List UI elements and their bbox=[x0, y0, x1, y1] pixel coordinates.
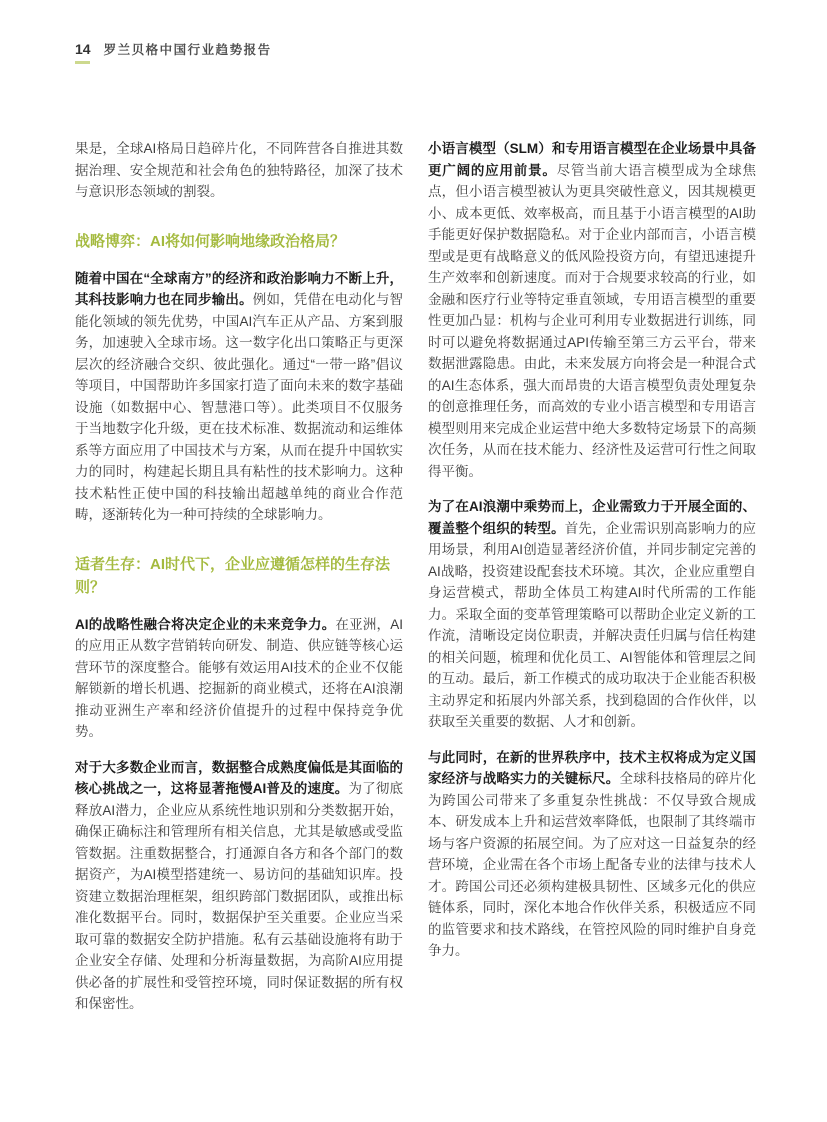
paragraph-lead: 与此同时，在新的世界秩序中，技术主权将成为定义国家经济与战略实力的关键标尺。 bbox=[428, 749, 756, 786]
paragraph-text: 首先，企业需识别高影响力的应用场景，利用AI创造显著经济价值，并同步制定完善的AI战略，投资建设配套技术环境。其次，企业应重塑自身运营模式，帮助全体员工构建AI时代所需的工作能力。采取全面的变革管理策略可以帮助企业定义新的工作流，清晰设定岗位职责，并解决责任归属与信任构建的相关问题，梳理和优化员工、AI智能体和管理层之间的互动。最后，新工作模式的成功取决于企业能否积极主动界定和拓展内外部关系，找到稳固的合作伙伴，以获取至关重要的数据、人才和创新。 bbox=[428, 520, 757, 729]
paragraph-lead: AI的战略性融合将决定企业的未来竞争力。 bbox=[75, 616, 336, 632]
paragraph-text: 例如，凭借在电动化与智能化领域的领先优势，中国AI汽车正从产品、方案到服务，加速驶入全球市场。这一数字化出口策略正与更深层次的经济融合交织、彼此强化。通过“一带一路”倡议等项目，中国帮助许多国家打造了面向未来的数字基础设施（如数据中心、智慧港口等）。此类项目不仅服务于当地数字化升级，更在技术标准、数据流动和运维体系等方面应用了中国技术与方案，从而在提升中国软实力的同时，构建起长期且具有粘性的技术影响力。这种技术粘性正使中国的科技输出超越单纯的商业合作范畴，逐渐转化为一种可持续的全球影响力。 bbox=[75, 292, 404, 522]
paragraph-lead: 小语言模型（SLM）和专用语言模型在企业场景中具备更广阔的应用前景。 bbox=[428, 141, 756, 178]
report-title: 罗兰贝格中国行业趋势报告 bbox=[103, 43, 272, 57]
paragraph-lead: 随着中国在“全球南方”的经济和政治影响力不断上升，其科技影响力也在同步输出。 bbox=[75, 270, 403, 307]
paragraph-slm-models bbox=[428, 138, 756, 482]
paragraph-tech-sovereignty bbox=[428, 747, 756, 962]
page-number-underline bbox=[75, 61, 90, 64]
page-number: 14 bbox=[75, 41, 91, 57]
paragraph-data-maturity bbox=[75, 757, 403, 1015]
paragraph-text: 为了彻底释放AI潜力，企业应从系统性地识别和分类数据开始，确保正确标注和管理所有相关信息，尤其是敏感或受监管数据。注重数据整合，打通源自各方和各个部门的数据资产，为AI模型搭建统一、易访问的基础知识库。投资建立数据治理框架，组织跨部门数据团队，或推出标准化数据平台。同时，数据保护至关重要。企业应当采取可靠的数据安全防护措施。私有云基础设施将有助于企业安全存储、处理和分析海量数据，为高阶AI应用提供必备的扩展性和受管控环境，同时保证数据的所有权和保密性。 bbox=[75, 781, 404, 1011]
two-column-layout bbox=[75, 138, 756, 1029]
section-heading-geopolitics: 战略博弈：AI将如何影响地缘政治格局？ bbox=[75, 232, 346, 250]
paragraph-org-transformation bbox=[428, 496, 756, 733]
paragraph-lead: 为了在AI浪潮中乘势而上，企业需致力于开展全面的、覆盖整个组织的转型。 bbox=[428, 499, 756, 536]
paragraph-china-influence bbox=[75, 268, 403, 526]
paragraph-text: 果是，全球AI格局日趋碎片化，不同阵营各自推进其数据治理、安全规范和社会角色的独特路径，加深了技术与意识形态领域的割裂。 bbox=[75, 141, 403, 199]
paragraph-text: 在亚洲，AI的应用正从数字营销转向研发、制造、供应链等核心运营环节的深度整合。能够有效运用AI技术的企业不仅能解锁新的增长机遇、挖掘新的商业模式，还将在AI浪潮推动亚洲生产率和经济价值提升的过程中保持竞争优势。 bbox=[75, 616, 404, 739]
paragraph-intro-continuation bbox=[75, 138, 403, 203]
section-heading-survival: 适者生存：AI时代下，企业应遵循怎样的生存法则？ bbox=[75, 555, 391, 596]
paragraph-lead: 对于大多数企业而言，数据整合成熟度偏低是其面临的核心挑战之一，这将显著拖慢AI普及的速度。 bbox=[75, 759, 403, 796]
paragraph-text: 尽管当前大语言模型成为全球焦点，但小语言模型被认为更具突破性意义，因其规模更小、成本更低、效率极高，而且基于小语言模型的AI助手能更好保护数据隐私。对于企业内部而言，小语言模型或是更有战略意义的低风险投资方向，有望迅速提升生产效率和创新速度。而对于合规要求较高的行业，如金融和医疗行业等特定垂直领域，专用语言模型的重要性更加凸显：机构与企业可利用专业数据进行训练，同时可以避免将数据通过API传输至第三方云平台，带来数据泄露隐患。由此，未来发展方向将会是一种混合式的AI生态体系，强大而昂贵的大语言模型负责处理复杂的创意推理任务，而高效的专业小语言模型和专用语言模型则用来完成企业运营中绝大多数特定场景下的高频次任务，从而在技术能力、经济性及运营可行性之间取得平衡。 bbox=[428, 162, 757, 479]
paragraph-strategic-integration bbox=[75, 614, 403, 743]
right-column bbox=[428, 138, 756, 1029]
paragraph-text: 全球科技格局的碎片化为跨国公司带来了多重复杂性挑战：不仅导致合规成本、研发成本上升和运营效率降低，也限制了其终端市场与客户资源的拓展空间。为了应对这一日益复杂的经营环境，企业需在各个市场上配备专业的法律与技术人才。跨国公司还必须构建极具韧性、区域多元化的供应链体系，同时，深化本地合作伙伴关系，积极适应不同的监管要求和技术路线，在管控风险的同时维护自身竞争力。 bbox=[428, 771, 757, 958]
left-column bbox=[75, 138, 403, 1029]
page-header bbox=[75, 40, 272, 58]
